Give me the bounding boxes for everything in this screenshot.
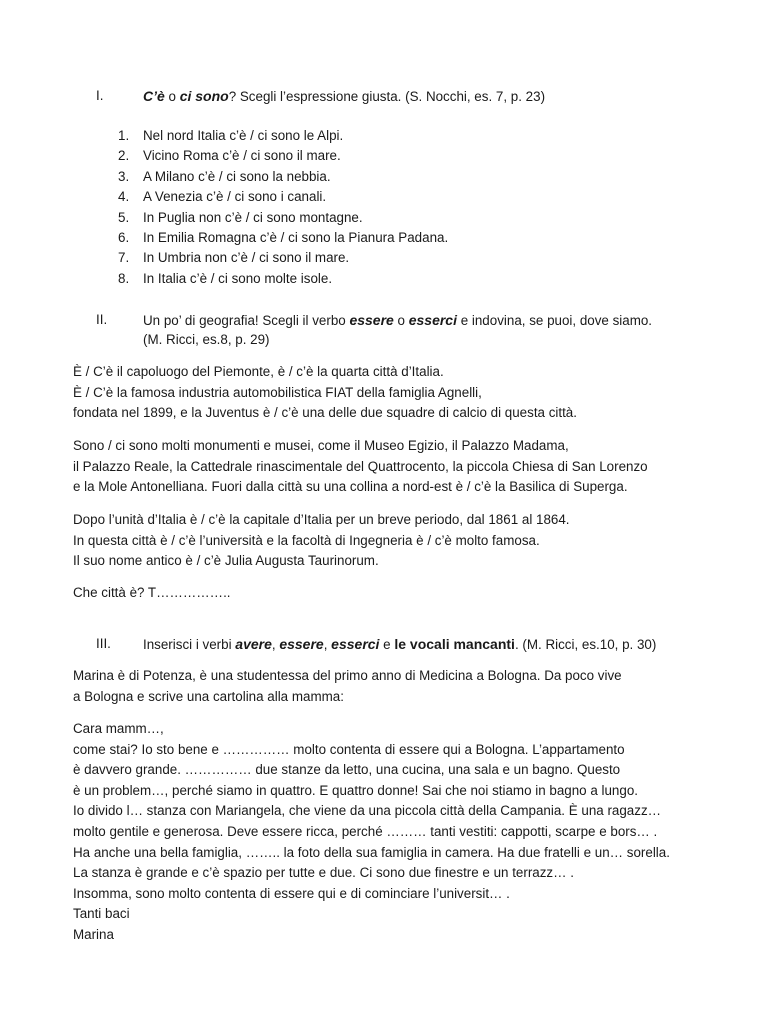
text-line: È / C’è la famosa industria automobilistica FIAT della famiglia Agnelli, [73, 384, 482, 400]
section-1-number: I. [96, 88, 104, 103]
section-3-title-term-c: esserci [331, 636, 380, 652]
list-item [118, 146, 448, 166]
list-item-text: A Milano c’è / ci sono la nebbia. [143, 168, 331, 184]
list-item [118, 269, 448, 289]
section-2-paragraph-2 [73, 436, 753, 498]
section-2-paragraph-3 [73, 510, 753, 572]
text-line: e la Mole Antonelliana. Fuori dalla città su una collina a nord-est è / c’è la Basilica di Superga. [73, 479, 628, 495]
list-item [118, 228, 448, 248]
section-3-title-term-a: avere [235, 636, 272, 652]
text-line: Il suo nome antico è / c’è Julia Augusta Taurinorum. [73, 553, 379, 569]
section-3-title-and: e [379, 637, 395, 652]
list-item-text: In Puglia non c’è / ci sono montagne. [143, 209, 363, 225]
list-item [118, 167, 448, 187]
letter-line: Cara mamm…, [73, 721, 164, 736]
section-2-question [73, 583, 753, 604]
section-2-source: (M. Ricci, es.8, p. 29) [143, 332, 270, 347]
section-1-title [143, 86, 545, 107]
list-item-number: 4. [118, 189, 130, 205]
list-item-number: 2. [118, 148, 130, 164]
section-2-title-term-a: essere [349, 312, 394, 328]
section-3-title-term-b: essere [279, 636, 324, 652]
list-item-text: In Italia c’è / ci sono molte isole. [143, 270, 333, 286]
letter-line: Insomma, sono molto contenta di essere qui e di cominciare l’universit… . [73, 885, 510, 901]
list-item-number: 5. [118, 209, 130, 225]
section-2-number: II. [96, 312, 108, 327]
list-item-text: Nel nord Italia c’è / ci sono le Alpi. [143, 128, 344, 143]
list-item-number: 8. [118, 270, 130, 286]
text-line: È / C’è il capoluogo del Piemonte, è / c’è la quarta città d’Italia. [73, 364, 444, 379]
section-3-title-sep-2: , [323, 637, 332, 652]
section-3-letter [73, 719, 753, 946]
letter-line: Ha anche una bella famiglia, …….. la foto della sua famiglia in camera. Ha due fratelli e un… sorella. [73, 844, 670, 860]
letter-line: molto gentile e generosa. Deve essere ricca, perché ……… tanti vestiti: cappotti, scarpe e bors… . [73, 823, 658, 839]
letter-line: è davvero grande. …………… due stanze da letto, una cucina, una sala e un bagno. Questo [73, 762, 621, 778]
list-item [118, 208, 448, 228]
list-item-text: In Umbria non c’è / ci sono il mare. [143, 250, 350, 266]
section-3-title-term-d: le vocali mancanti [394, 636, 515, 652]
section-2-title [143, 310, 652, 331]
list-item [118, 187, 448, 207]
list-item-number: 3. [118, 168, 130, 184]
list-item-text: In Emilia Romagna c’è / ci sono la Pianura Padana. [143, 229, 449, 245]
section-2-title-rest: e indovina, se puoi, dove siamo. [457, 313, 653, 328]
text-line: il Palazzo Reale, la Cattedrale rinascimentale del Quattrocento, la piccola Chiesa di San Lorenzo [73, 458, 648, 474]
list-item-text: Vicino Roma c’è / ci sono il mare. [143, 148, 341, 164]
list-item [118, 248, 448, 268]
section-3-title-pre: Inserisci i verbi [143, 637, 236, 652]
text-line: Marina è di Potenza, è una studentessa del primo anno di Medicina a Bologna. Da poco vive [73, 668, 622, 683]
question-text: Che città è? T…………….. [73, 585, 231, 600]
text-line: fondata nel 1899, e la Juventus è / c’è una delle due squadre di calcio di questa città. [73, 405, 577, 421]
section-2-title-or: o [393, 313, 409, 328]
list-item-number: 1. [118, 128, 130, 143]
section-3-intro [73, 666, 753, 707]
section-1-title-or: o [164, 89, 180, 104]
list-item-text: A Venezia c’è / ci sono i canali. [143, 189, 327, 205]
section-3-title-sep-1: , [271, 637, 280, 652]
list-item [118, 126, 448, 146]
section-2-paragraph-1 [73, 362, 753, 424]
section-1-title-term-a: C’è [143, 88, 165, 104]
letter-line: La stanza è grande e c’è spazio per tutte e due. Ci sono due finestre e un terrazz… . [73, 865, 574, 881]
section-3-number: III. [96, 636, 111, 651]
section-2-title-pre: Un po’ di geografia! Scegli il verbo [143, 313, 350, 328]
list-item-number: 7. [118, 250, 130, 266]
section-1-title-rest: ? Scegli l’espressione giusta. (S. Nocchi, es. 7, p. 23) [228, 89, 546, 104]
list-item-number: 6. [118, 229, 130, 245]
letter-line: Io divido l… stanza con Mariangela, che viene da una piccola città della Campania. È una ragazz… [73, 803, 662, 819]
section-3-title-rest: . (M. Ricci, es.10, p. 30) [514, 637, 657, 652]
section-3-title [143, 634, 656, 655]
section-1-list [118, 126, 448, 289]
text-line: Sono / ci sono molti monumenti e musei, come il Museo Egizio, il Palazzo Madama, [73, 438, 569, 453]
text-line: Dopo l’unità d’Italia è / c’è la capitale d’Italia per un breve periodo, dal 1861 al 1864. [73, 512, 570, 527]
section-1-title-term-b: ci sono [179, 88, 229, 104]
letter-line: è un problem…, perché siamo in quattro. E quattro donne! Sai che noi stiamo in bagno a lungo. [73, 782, 638, 798]
section-2-title-term-b: esserci [408, 312, 457, 328]
letter-line: Marina [73, 926, 114, 942]
text-line: In questa città è / c’è l’università e la facoltà di Ingegneria è / c’è molto famosa. [73, 532, 540, 548]
letter-line: come stai? Io sto bene e …………… molto contenta di essere qui a Bologna. L’appartamento [73, 741, 625, 757]
letter-line: Tanti baci [73, 906, 130, 922]
text-line: a Bologna e scrive una cartolina alla mamma: [73, 688, 344, 704]
